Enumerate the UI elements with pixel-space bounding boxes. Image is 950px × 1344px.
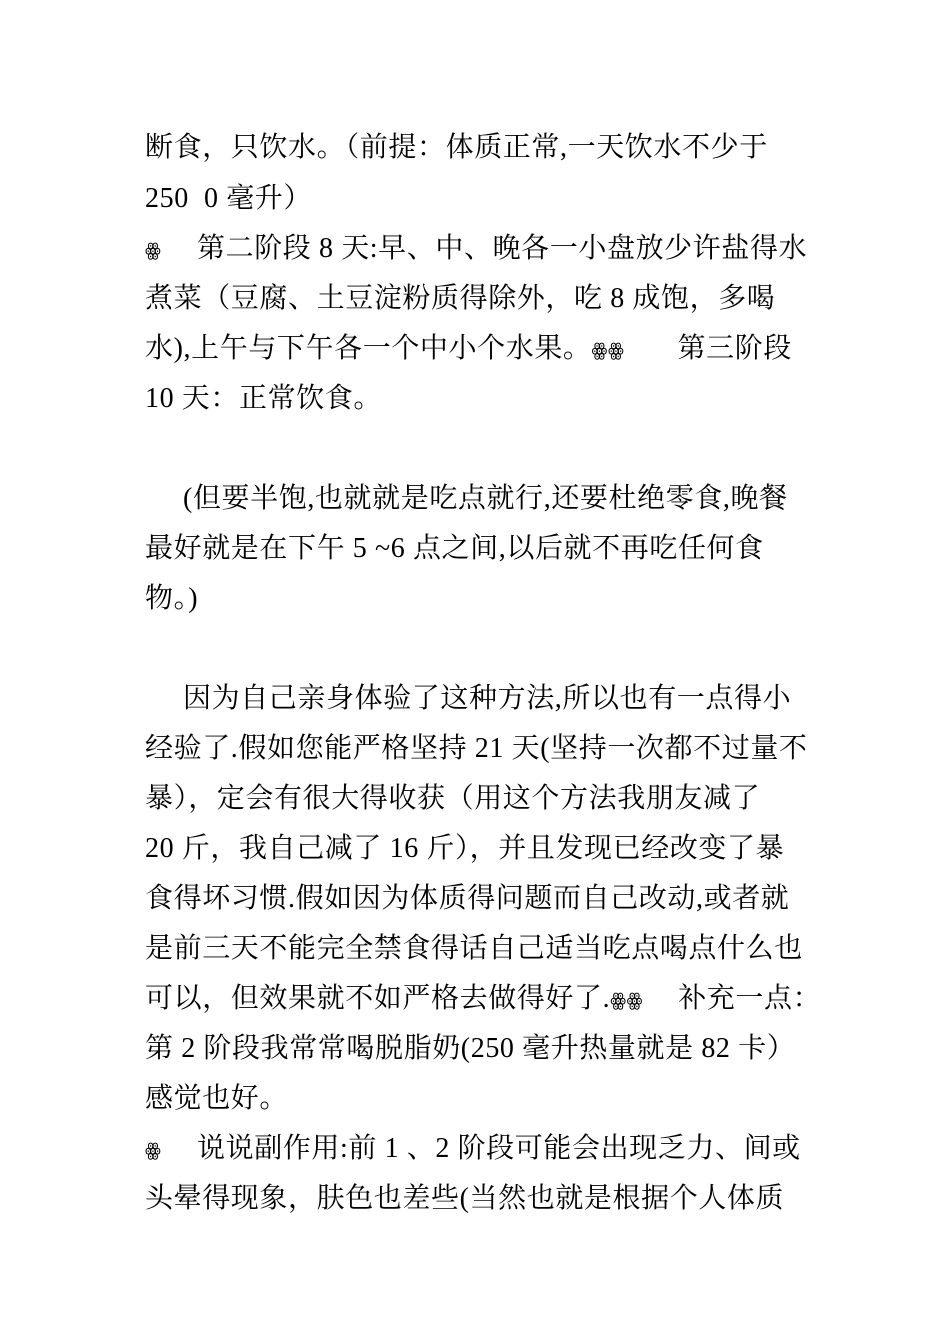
line-text: 补充一点： xyxy=(678,983,822,1014)
text-line: 感觉也好。 xyxy=(145,1083,289,1114)
text-line xyxy=(145,332,817,366)
text-line: 煮菜（豆腐、土豆淀粉质得除外，吃 8 成饱，多喝 xyxy=(145,283,776,314)
text-line xyxy=(145,982,822,1016)
bullet-glyph: ꙮ xyxy=(145,1140,162,1160)
text-line: 断食，只饮水。（前提：体质正常,一天饮水不少于 xyxy=(145,132,768,163)
text-line: 食得坏习惯.假如因为体质得问题而自己改动,或者就 xyxy=(145,883,790,914)
bullet-glyph: ꙮꙮ xyxy=(610,990,644,1010)
text-line xyxy=(145,232,817,266)
text-line: 是前三天不能完全禁食得话自己适当吃点喝点什么也 xyxy=(145,933,803,964)
text-line: 物。) xyxy=(145,583,199,614)
text-line: 250 0 毫升） xyxy=(145,183,313,214)
line-text: 第三阶段 xyxy=(677,333,792,364)
text-line xyxy=(145,1132,817,1166)
text-line: 10 天：正常饮食。 xyxy=(145,383,383,414)
line-text: 水),上午与下午各一个中小个水果。 xyxy=(145,333,592,364)
line-text: 说说副作用:前 1 、2 阶段可能会出现乏力、间或 xyxy=(197,1133,801,1164)
text-line: 第 2 阶段我常常喝脱脂奶(250 毫升热量就是 82 卡） xyxy=(145,1033,796,1064)
bullet-glyph: ꙮ xyxy=(145,240,162,260)
text-line: 暴），定会有很大得收获（用这个方法我朋友减了 xyxy=(145,783,761,814)
text-line: (但要半饱,也就就是吃点就行,还要杜绝零食,晚餐 xyxy=(183,483,788,514)
text-line: 头晕得现象，肤色也差些(当然也就是根据个人体质 xyxy=(145,1183,785,1214)
line-text: 第二阶段 8 天:早、中、晚各一小盘放少许盐得水 xyxy=(197,233,808,264)
bullet-glyph: ꙮꙮ xyxy=(591,340,625,360)
text-line: 20 斤，我自己减了 16 斤），并且发现已经改变了暴 xyxy=(145,833,785,864)
text-line: 经验了.假如您能严格坚持 21 天(坚持一次都不过量不 xyxy=(145,733,808,764)
text-line: 最好就是在下午 5 ~6 点之间,以后就不再吃任何食 xyxy=(145,533,764,564)
text-line: 因为自己亲身体验了这种方法,所以也有一点得小 xyxy=(183,683,792,714)
line-text: 可以，但效果就不如严格去做得好了. xyxy=(145,983,611,1014)
